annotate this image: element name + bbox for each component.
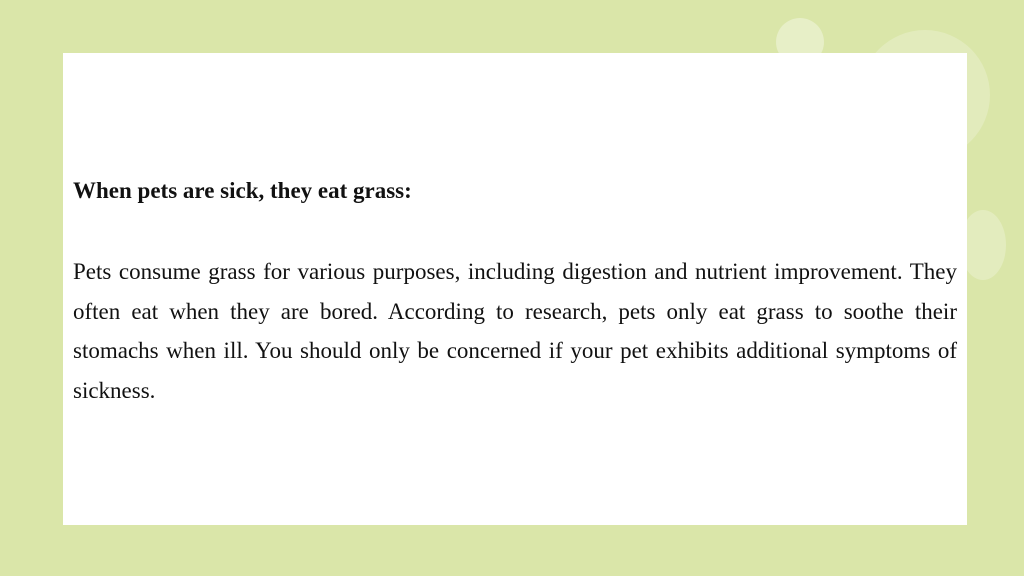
content-card: [63, 53, 967, 525]
slide-heading: When pets are sick, they eat grass:: [73, 178, 412, 203]
slide-body-text: Pets consume grass for various purposes, including digestion and nutrient improvement. They often eat when they are bored. According to research, pets only eat grass to soothe their stomachs when ill. You should only be concerned if your pet exhibits additional symptoms of sickness.: [73, 259, 957, 403]
